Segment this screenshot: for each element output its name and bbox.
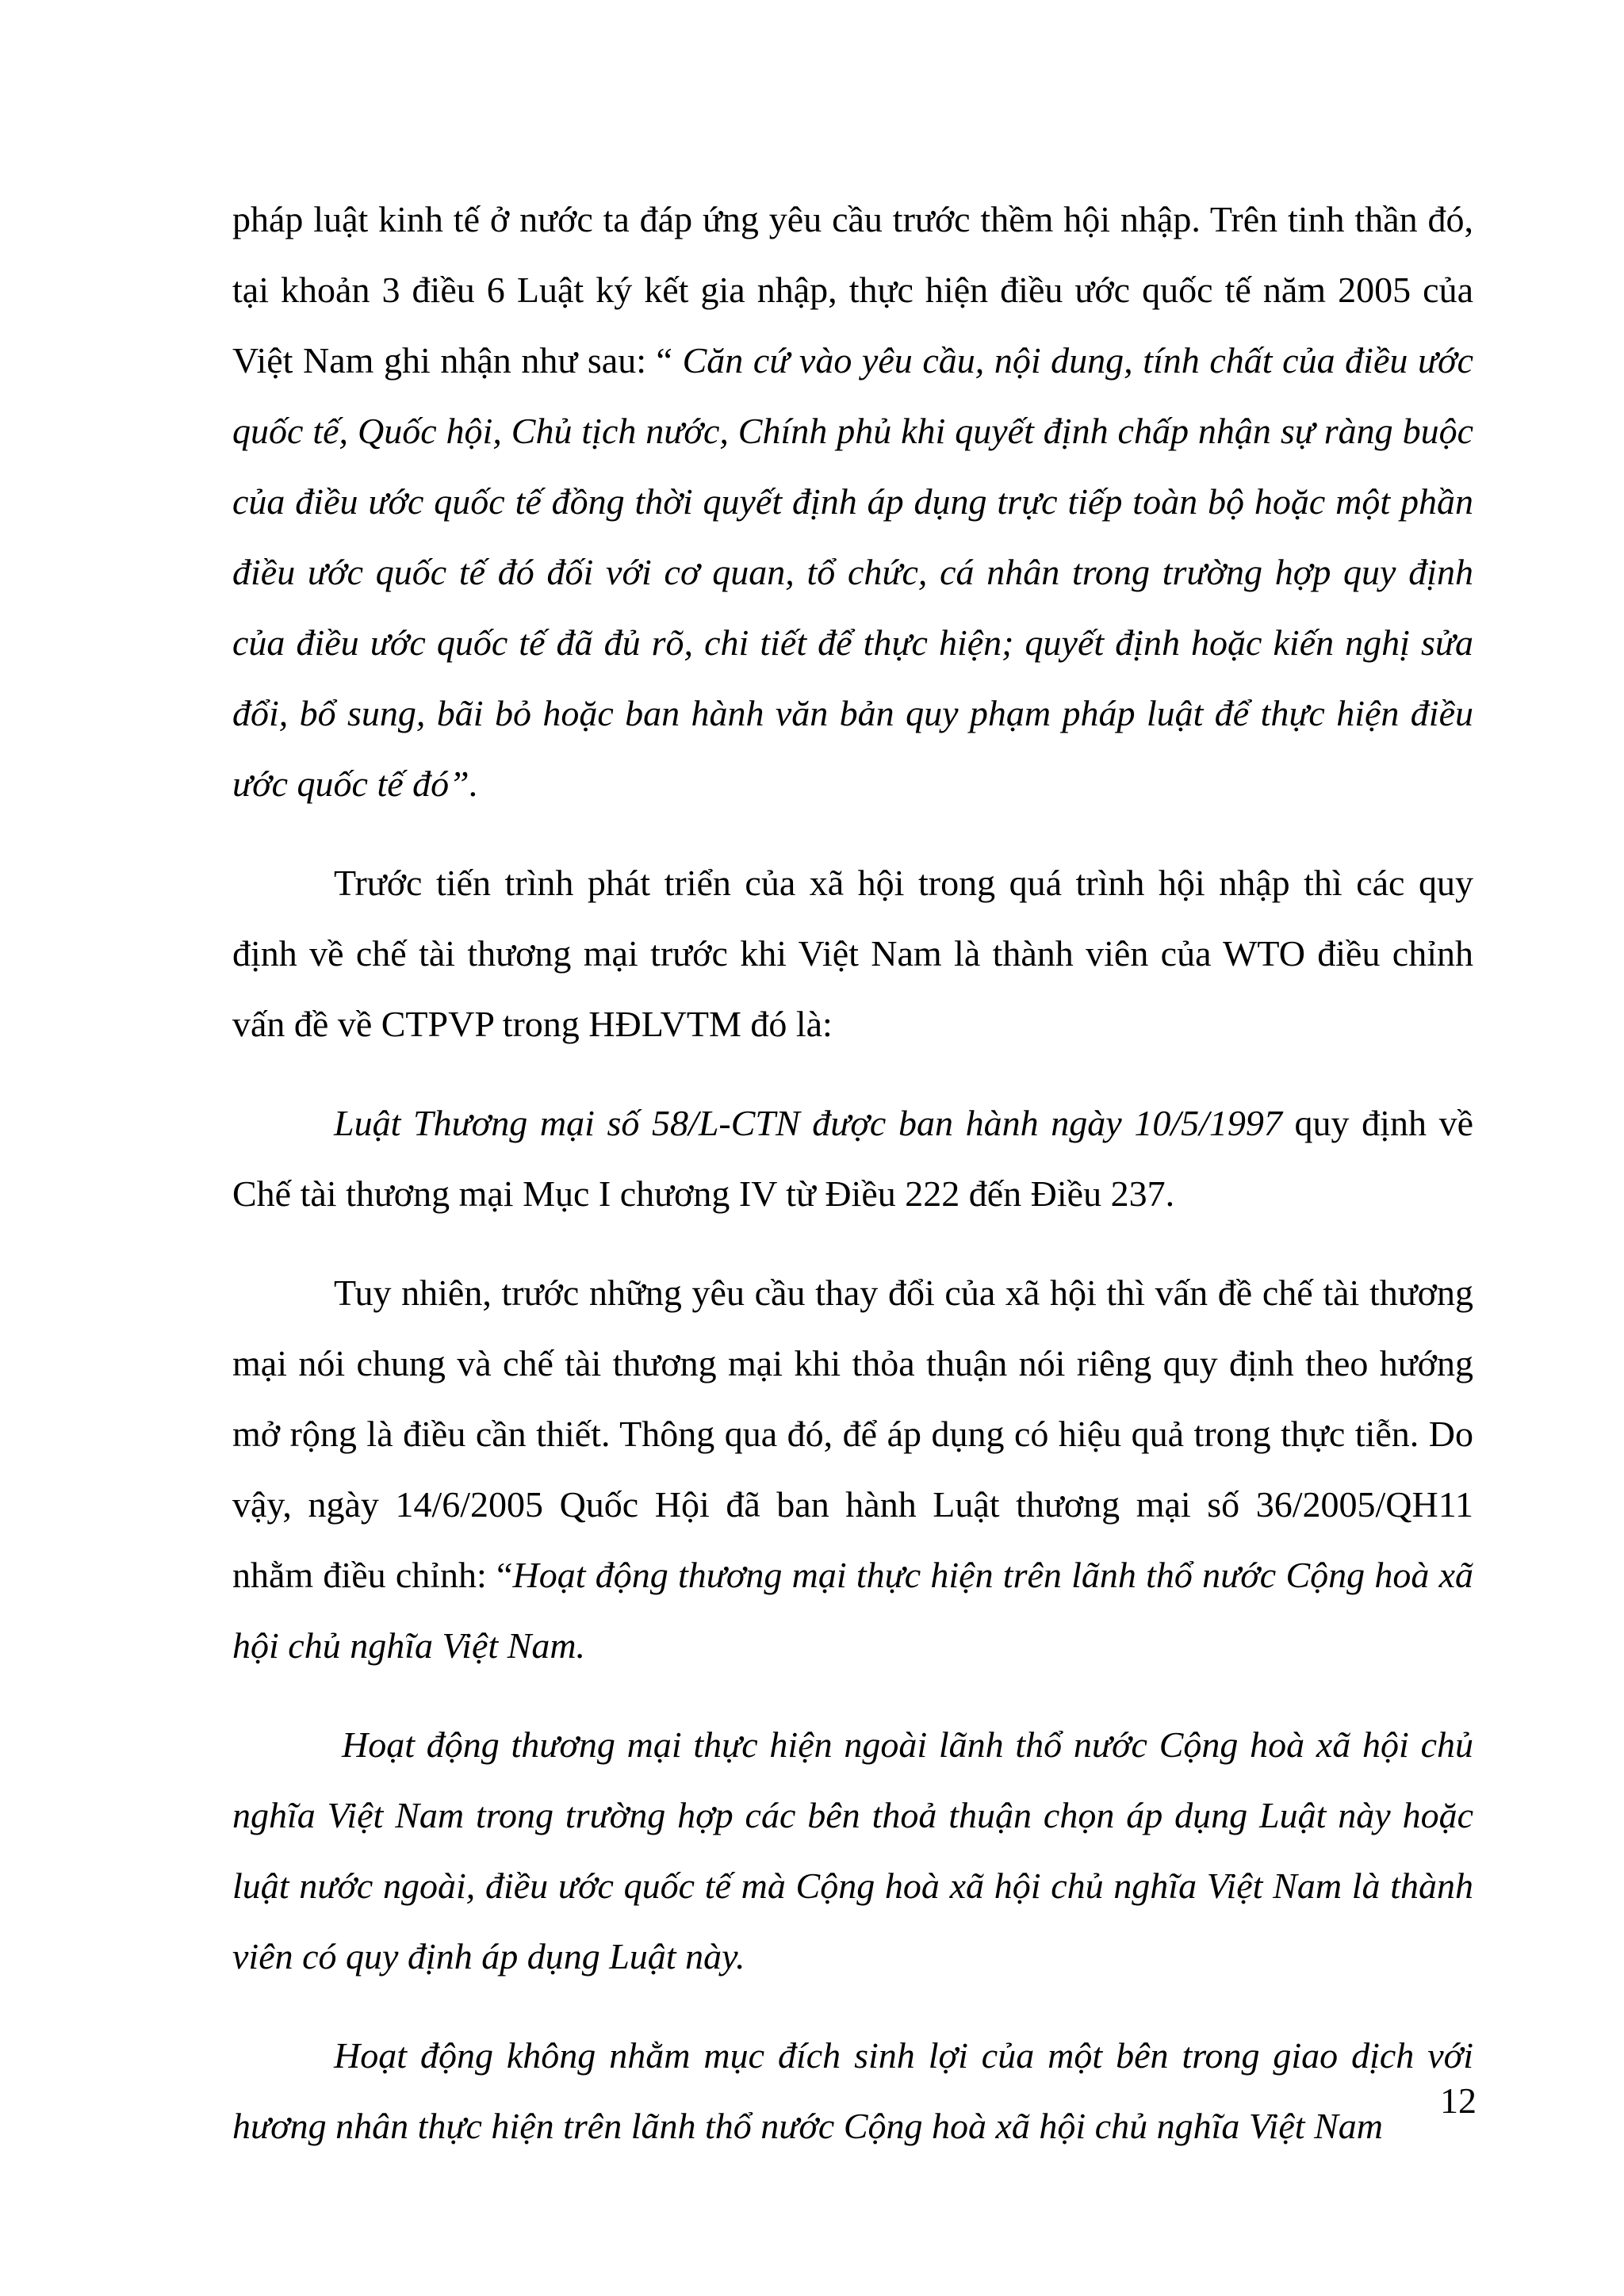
quoted-provision: Hoạt động thương mại thực hiện trên lãnh thổ nước Cộng hoà xã hội chủ nghĩa Việt Nam. [232,1555,1474,1666]
law-reference: Luật Thương mại số 58/L-CTN được ban hành ngày 10/5/1997 [334,1103,1282,1143]
quoted-provision: Hoạt động không nhằm mục đích sinh lợi của một bên trong giao dịch với hương nhân thực hiện trên lãnh thổ nước Cộng hoà xã hội chủ nghĩa Việt Nam [232,2035,1473,2146]
document-body [232,184,1473,2161]
paragraph-text: Tuy nhiên, trước những yêu cầu thay đổi của xã hội thì vấn đề chế tài thương mại nói chung và chế tài thương mại khi thỏa thuận nói riêng quy định theo hướng mở rộng là điều cần thiết. Thông qua đó, để áp dụng có hiệu quả trong thực tiễn. Do vậy, ngày 14/6/2005 Quốc Hội đã ban hành Luật thương mại số 36/2005/QH11 nhằm điều chỉnh: “ [232,1272,1473,1595]
page-number: 12 [1440,2080,1477,2121]
quoted-provision: Căn cứ vào yêu cầu, nội dung, tính chất của điều ước quốc tế, Quốc hội, Chủ tịch nước, Chính phủ khi quyết định chấp nhận sự ràng buộc của điều ước quốc tế đồng thời quyết định áp dụng trực tiếp toàn bộ hoặc một phần điều ước quốc tế đó đối với cơ quan, tổ chức, cá nhân trong trường hợp quy định của điều ước quốc tế đã đủ rõ, chi tiết để thực hiện; quyết định hoặc kiến nghị sửa đổi, bổ sung, bãi bỏ hoặc ban hành văn bản quy phạm pháp luật để thực hiện điều ước quốc tế đó”. [232,340,1473,804]
paragraph-scope-non-profit [232,2020,1473,2161]
paragraph-scope-foreign [232,1709,1473,1992]
paragraph-text: quy định về Chế tài thương mại Mục I chương IV từ Điều 222 đến Điều 237. [232,1103,1473,1214]
paragraph-commercial-law-2005 [232,1257,1473,1681]
paragraph-text: Trước tiến trình phát triển của xã hội trong quá trình hội nhập thì các quy định về chế tài thương mại trước khi Việt Nam là thành viên của WTO điều chỉnh vấn đề về CTPVP trong HĐLVTM đó là: [232,863,1473,1044]
paragraph-commercial-law-1997 [232,1088,1473,1229]
paragraph-text: pháp luật kinh tế ở nước ta đáp ứng yêu cầu trước thềm hội nhập. Trên tinh thần đó, tại khoản 3 điều 6 Luật ký kết gia nhập, thực hiện điều ước quốc tế năm 2005 của Việt Nam ghi nhận như sau: “ [232,199,1473,381]
quoted-provision: Hoạt động thương mại thực hiện ngoài lãnh thổ nước Cộng hoà xã hội chủ nghĩa Việt Nam trong trường hợp các bên thoả thuận chọn áp dụng Luật này hoặc luật nước ngoài, điều ước quốc tế mà Cộng hoà xã hội chủ nghĩa Việt Nam là thành viên có quy định áp dụng Luật này. [232,1724,1473,1976]
paragraph-treaty-law [232,184,1473,819]
paragraph-trade-sanctions [232,848,1473,1059]
